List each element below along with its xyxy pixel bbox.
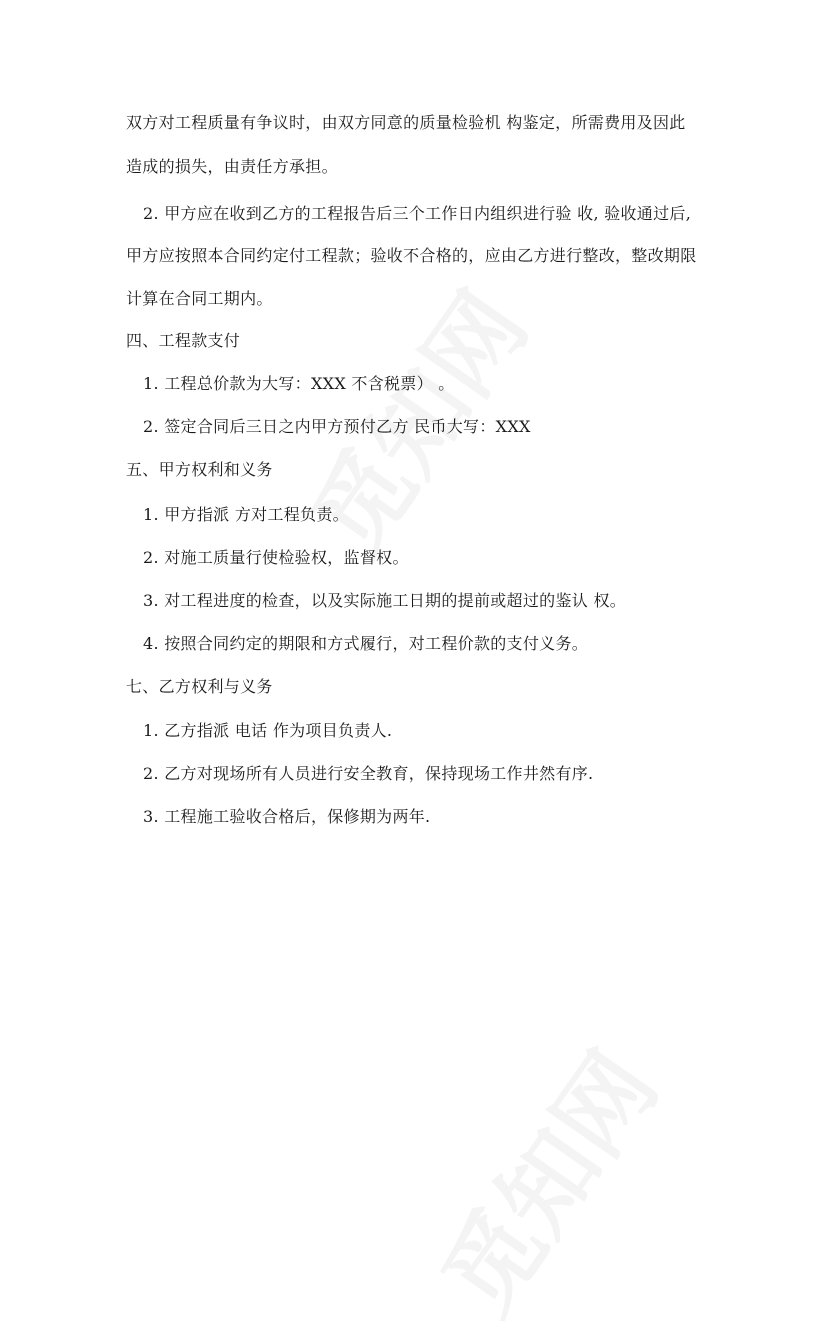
watermark-bottom	[405, 1021, 682, 1335]
list-item: 2. 签定合同后三日之内甲方预付乙方 民币大写：XXX	[143, 417, 531, 436]
list-item: 2. 对施工质量行使检验权，监督权。	[143, 548, 409, 567]
paragraph-line: 造成的损失，由责任方承担。	[126, 157, 338, 176]
paragraph-line: 双方对工程质量有争议时，由双方同意的质量检验机 构鉴定，所需费用及因此	[126, 113, 686, 132]
paragraph-line: 甲方应按照本合同约定付工程款；验收不合格的，应由乙方进行整改，整改期限	[126, 246, 697, 265]
list-item: 2. 乙方对现场所有人员进行安全教育，保持现场工作井然有序.	[143, 764, 594, 783]
section-heading: 四、工程款支付	[126, 331, 241, 350]
list-item: 4. 按照合同约定的期限和方式履行，对工程价款的支付义务。	[143, 634, 589, 653]
list-item: 3. 对工程进度的检查，以及实际施工日期的提前或超过的鉴认 权。	[143, 591, 627, 610]
paragraph-line: 2. 甲方应在收到乙方的工程报告后三个工作日内组织进行验 收, 验收通过后,	[143, 204, 692, 223]
section-heading: 七、乙方权利与义务	[126, 677, 273, 696]
section-heading: 五、甲方权利和义务	[126, 460, 273, 479]
paragraph-line: 计算在合同工期内。	[126, 289, 273, 308]
list-item: 1. 工程总价款为大写：XXX 不含税票） 。	[143, 374, 455, 393]
list-item: 1. 甲方指派 方对工程负责。	[143, 505, 349, 524]
list-item: 1. 乙方指派 电话 作为项目负责人.	[143, 721, 393, 740]
list-item: 3. 工程施工验收合格后，保修期为两年.	[143, 807, 431, 826]
